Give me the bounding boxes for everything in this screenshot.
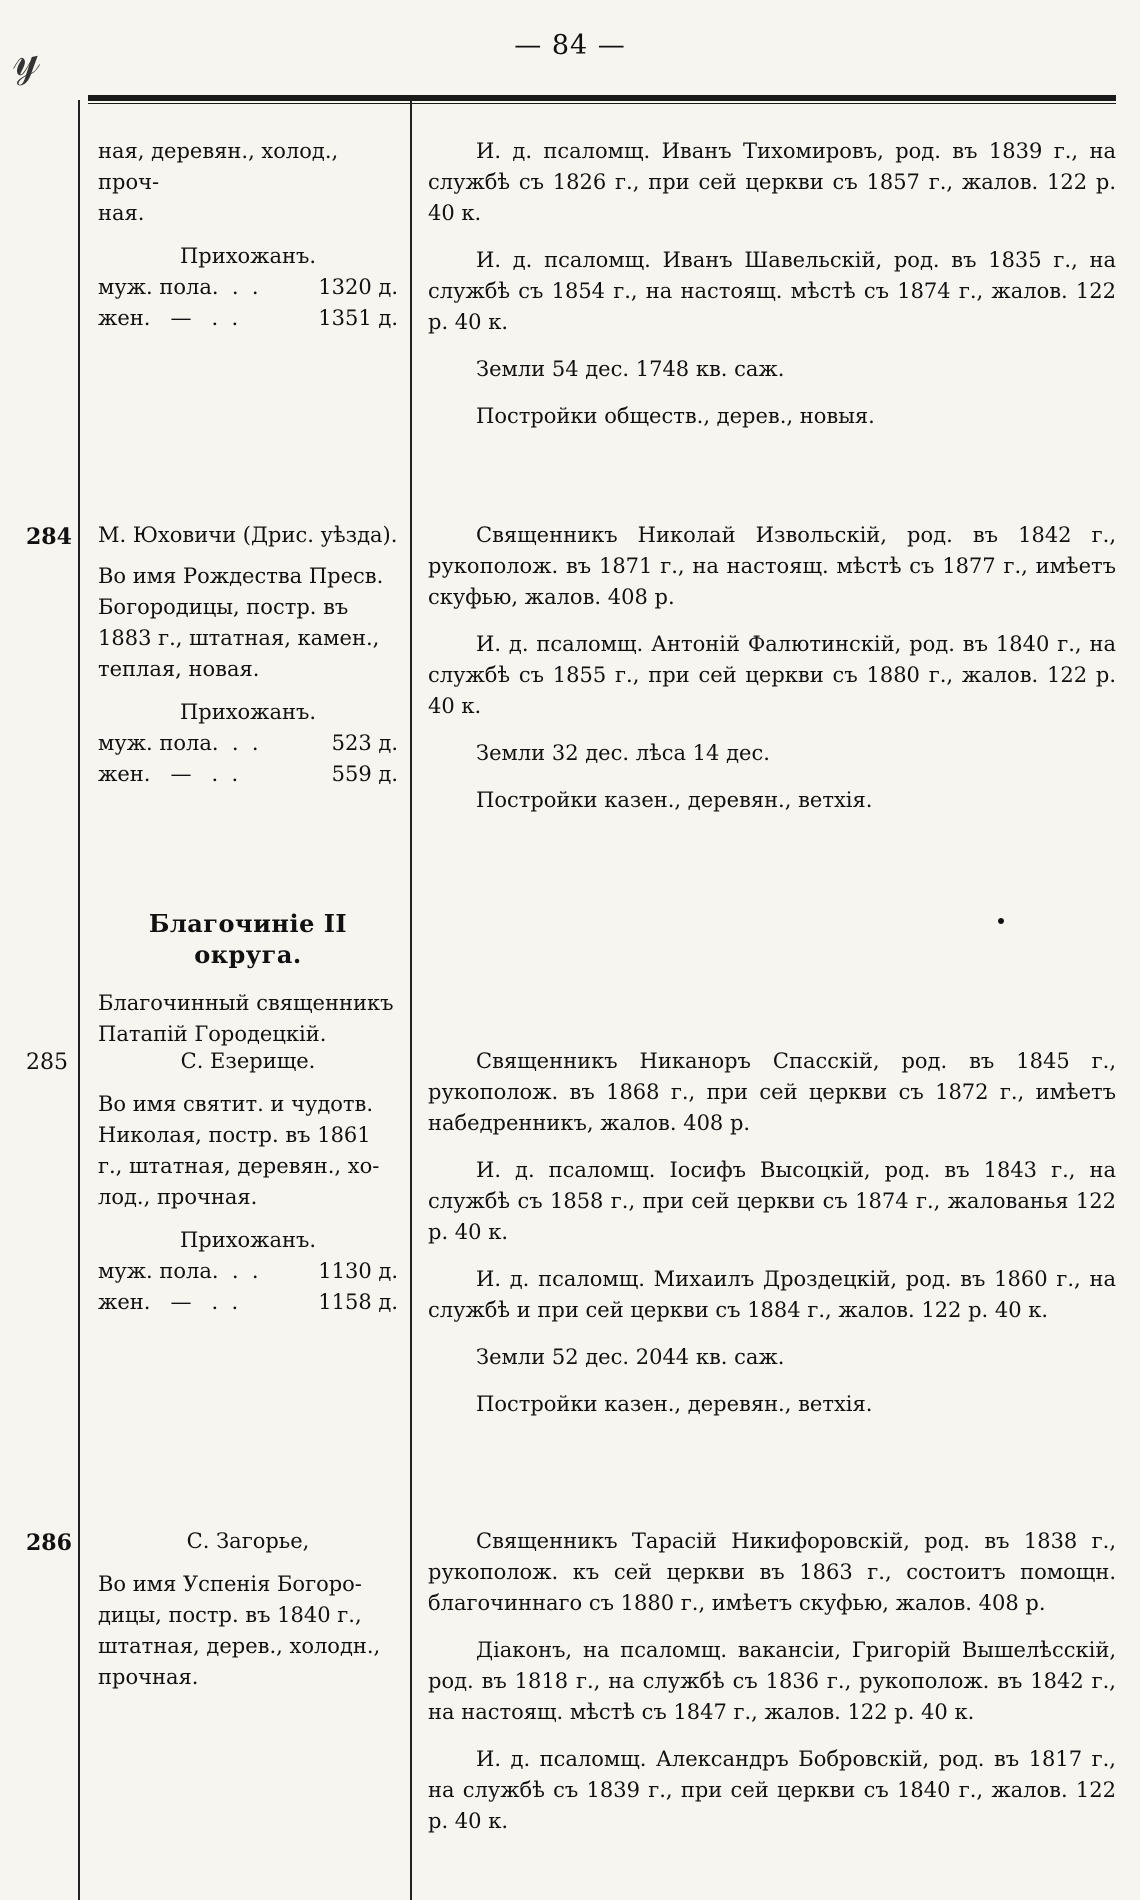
entry-number: 286	[26, 1530, 72, 1556]
church-desc-line: лод., прочная.	[98, 1185, 258, 1209]
middle-column-divider	[410, 100, 412, 1900]
entry-number: 285	[26, 1050, 68, 1075]
church-title: М. Юховичи (Дрис. уѣзда).	[98, 523, 398, 547]
male-count-row	[98, 1256, 398, 1287]
female-label: жен. — . .	[98, 1290, 239, 1314]
entry-continuation-right	[428, 136, 1116, 448]
parishioners-title: Прихожанъ.	[179, 700, 317, 724]
entry-285-left	[98, 1046, 398, 1318]
church-desc-line: теплая, новая.	[98, 657, 260, 681]
entry-285-right	[428, 1046, 1116, 1436]
ink-dot	[998, 918, 1004, 924]
entry-286-left	[98, 1526, 398, 1693]
clergy-entry: Діаконъ, на псаломщ. вакансіи, Григорій Вышелѣсскій, род. въ 1818 г., на службѣ съ 1836 г., рукополож. въ 1842 г., на настоящ. мѣстѣ съ 1847 г., жалов. 122 р. 40 к.	[428, 1638, 1116, 1724]
buildings-entry: Постройки казен., деревян., ветхія.	[476, 1392, 873, 1416]
land-entry: Земли 32 дес. лѣса 14 дес.	[476, 741, 770, 765]
female-value: 1351 д.	[318, 306, 398, 330]
deanery-heading: Благочиніе II округа.	[148, 909, 348, 969]
dean-line: Патапій Городецкій.	[98, 1022, 327, 1046]
clergy-entry: И. д. псаломщ. Михаилъ Дроздецкій, род. въ 1860 г., на службѣ и при сей церкви съ 1884 г., жалов. 122 р. 40 к.	[428, 1267, 1116, 1322]
female-value: 1158 д.	[318, 1290, 398, 1314]
left-column-divider	[78, 100, 80, 1900]
church-desc-line: Во имя Успенія Богоро-	[98, 1572, 362, 1596]
female-count-row	[98, 1287, 398, 1318]
male-label: муж. пола. . .	[98, 275, 259, 299]
land-entry: Земли 54 дес. 1748 кв. саж.	[476, 357, 785, 381]
clergy-entry: Священникъ Никаноръ Спасскій, род. въ 1845 г., рукополож. въ 1868 г., при сей церкви съ 1872 г., имѣетъ набедренникъ, жалов. 408 р.	[428, 1049, 1116, 1135]
buildings-entry: Постройки обществ., дерев., новыя.	[476, 404, 875, 428]
entry-continuation-left	[98, 136, 398, 334]
dean-line: Благочинный священникъ	[98, 991, 394, 1015]
church-title: С. Загорье,	[186, 1529, 310, 1553]
male-value: 523 д.	[331, 731, 398, 755]
church-desc-line: 1883 г., штатная, камен.,	[98, 626, 380, 650]
female-label: жен. — . .	[98, 306, 239, 330]
clergy-entry: И. д. псаломщ. Иванъ Шавельскій, род. въ 1835 г., на службѣ съ 1854 г., на настоящ. мѣстѣ съ 1874 г., жалов. 122 р. 40 к.	[428, 248, 1116, 334]
male-label: муж. пола. . .	[98, 1259, 259, 1283]
church-desc-line: ная.	[98, 201, 145, 225]
margin-mark-text: 𝓎	[8, 28, 44, 88]
church-desc-line: дицы, постр. въ 1840 г.,	[98, 1603, 362, 1627]
church-desc-line: ная, деревян., холод., проч-	[98, 139, 339, 194]
male-value: 1320 д.	[318, 275, 398, 299]
clergy-entry: Священникъ Николай Извольскій, род. въ 1842 г., рукополож. въ 1871 г., на настоящ. мѣстѣ съ 1877 г., имѣетъ скуфью, жалов. 408 р.	[428, 523, 1116, 609]
church-desc-line: г., штатная, деревян., хо-	[98, 1154, 380, 1178]
church-desc-line: штатная, дерев., холодн.,	[98, 1634, 381, 1658]
clergy-entry: И. д. псаломщ. Александръ Бобровскій, род. въ 1817 г., на службѣ съ 1839 г., при сей церкви съ 1840 г., жалов. 122 р. 40 к.	[428, 1747, 1116, 1833]
male-count-row	[98, 272, 398, 303]
male-count-row	[98, 728, 398, 759]
page-number: — 84 —	[514, 30, 626, 61]
entry-number: 284	[26, 524, 72, 550]
female-count-row	[98, 303, 398, 334]
church-desc-line: Богородицы, постр. въ	[98, 595, 349, 619]
female-count-row	[98, 759, 398, 790]
clergy-entry: Священникъ Тарасій Никифоровскій, род. въ 1838 г., рукополож. къ сей церкви въ 1863 г., состоитъ помощн. благочиннаго съ 1880 г., имѣетъ скуфью, жалов. 408 р.	[428, 1529, 1116, 1615]
header-rule-thin	[88, 103, 1116, 104]
parishioners-title: Прихожанъ.	[179, 244, 317, 268]
entry-284-left	[98, 520, 398, 790]
entry-286-right	[428, 1526, 1116, 1853]
male-label: муж. пола. . .	[98, 731, 259, 755]
church-desc-line: Во имя святит. и чудотв.	[98, 1092, 374, 1116]
church-desc-line: Николая, постр. въ 1861	[98, 1123, 371, 1147]
clergy-entry: И. д. псаломщ. Антоній Фалютинскій, род. въ 1840 г., на службѣ съ 1855 г., при сей церкви съ 1880 г., жалов. 122 р. 40 к.	[428, 632, 1116, 718]
church-title: С. Езерище.	[180, 1049, 316, 1073]
parishioners-title: Прихожанъ.	[179, 1228, 317, 1252]
entry-284-right	[428, 520, 1116, 832]
church-desc-line: Во имя Рождества Пресв.	[98, 564, 384, 588]
clergy-entry: И. д. псаломщ. Іосифъ Высоцкій, род. въ 1843 г., на службѣ съ 1858 г., при сей церкви съ 1874 г., жалованья 122 р. 40 к.	[428, 1158, 1116, 1244]
clergy-entry: И. д. псаломщ. Иванъ Тихомировъ, род. въ 1839 г., на службѣ съ 1826 г., при сей церкви съ 1857 г., жалов. 122 р. 40 к.	[428, 139, 1116, 225]
female-value: 559 д.	[331, 762, 398, 786]
land-entry: Земли 52 дес. 2044 кв. саж.	[476, 1345, 785, 1369]
female-label: жен. — . .	[98, 762, 239, 786]
header-rule	[88, 95, 1116, 101]
male-value: 1130 д.	[318, 1259, 398, 1283]
church-desc-line: прочная.	[98, 1665, 199, 1689]
buildings-entry: Постройки казен., деревян., ветхія.	[476, 788, 873, 812]
deanery-block	[98, 908, 398, 1050]
